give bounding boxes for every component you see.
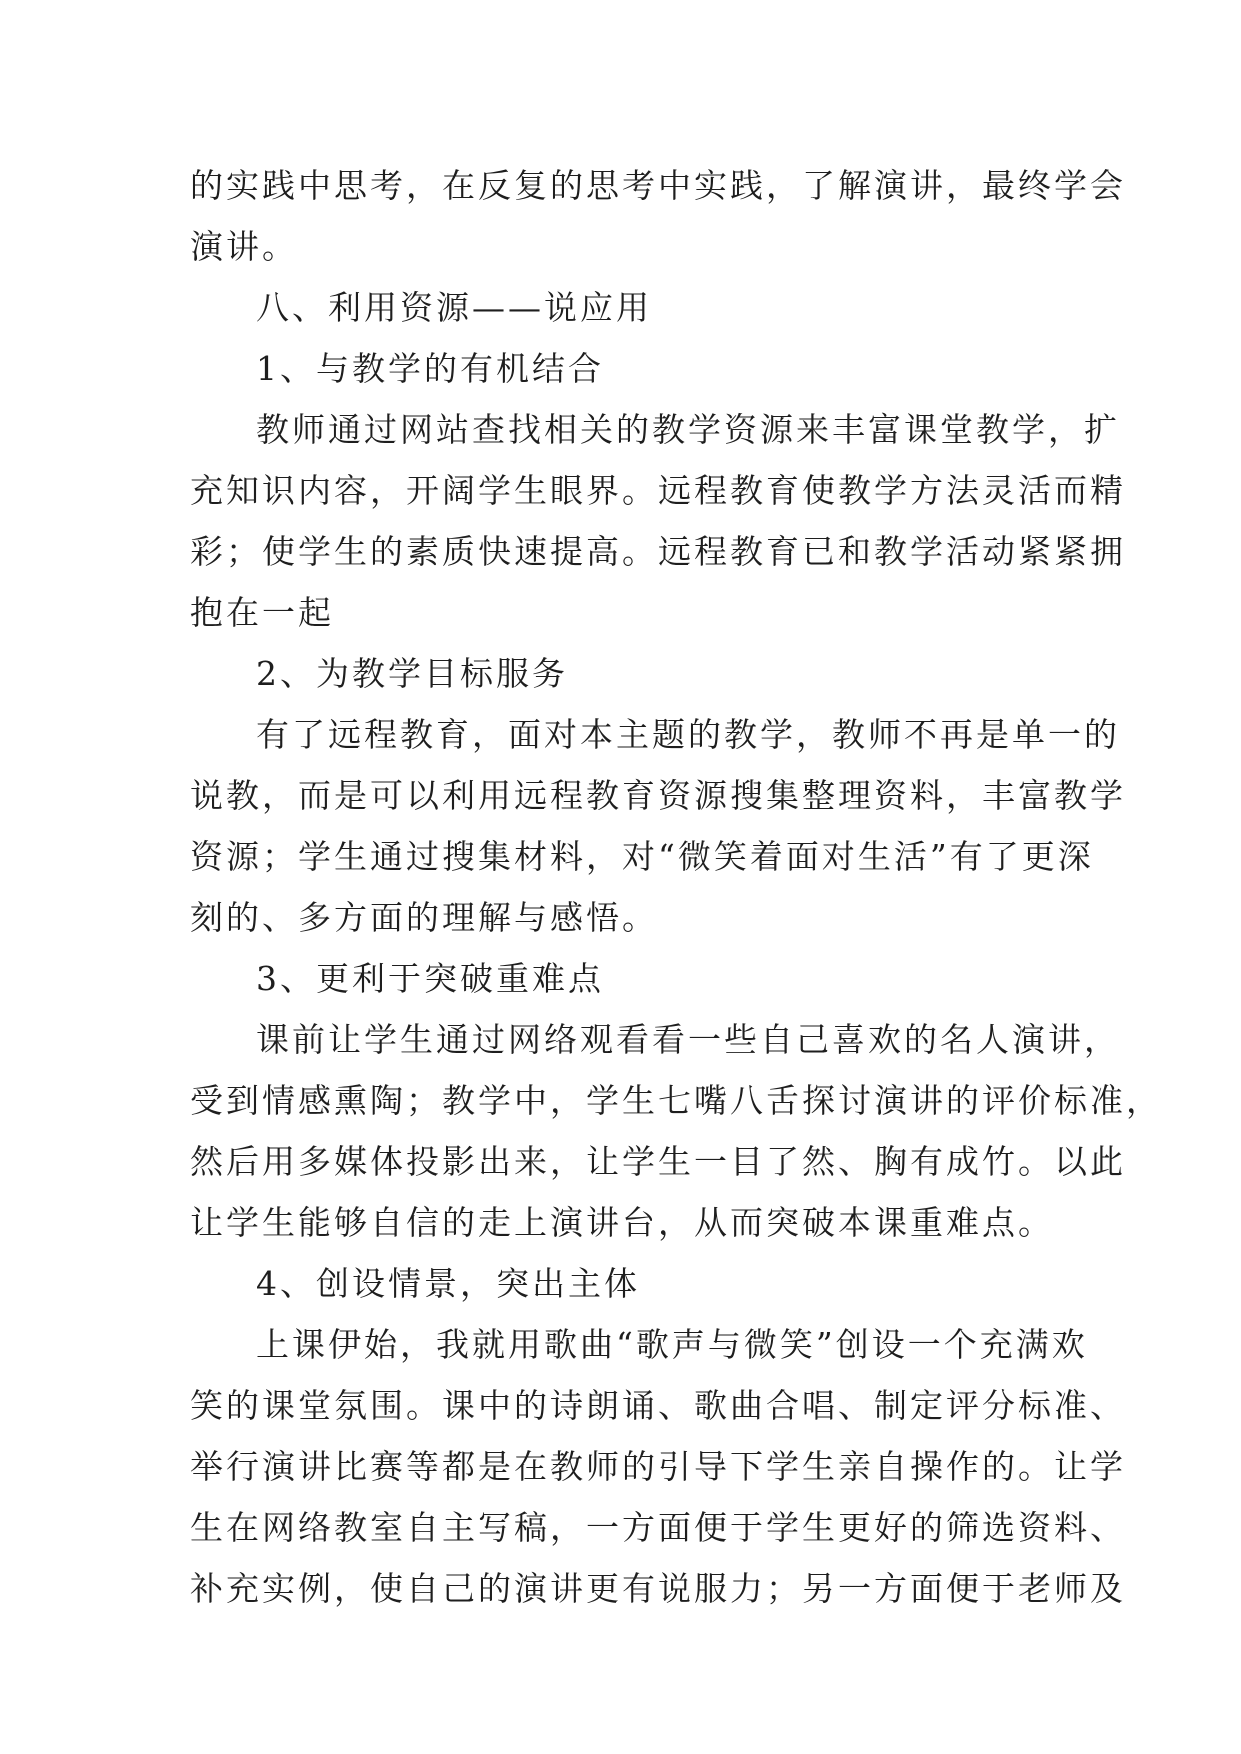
paragraph-line: 充知识内容，开阔学生眼界。远程教育使教学方法灵活而精 [190,471,1126,510]
paragraph-line: 课前让学生通过网络观看看一些自己喜欢的名人演讲， [256,1020,1120,1059]
paragraph-line: 演讲。 [190,227,298,266]
section-heading: 八、利用资源——说应用 [256,288,652,327]
subsection-heading: 2、为教学目标服务 [256,654,568,693]
subsection-heading: 4、创设情景，突出主体 [256,1264,640,1303]
paragraph-line: 刻的、多方面的理解与感悟。 [190,898,658,937]
paragraph-line: 然后用多媒体投影出来，让学生一目了然、胸有成竹。以此 [190,1142,1126,1181]
paragraph-line: 教师通过网站查找相关的教学资源来丰富课堂教学，扩 [256,410,1120,449]
paragraph-line: 上课伊始，我就用歌曲“歌声与微笑”创设一个充满欢 [256,1325,1088,1364]
paragraph-line: 补充实例，使自己的演讲更有说服力；另一方面便于老师及 [190,1569,1126,1608]
paragraph-line: 举行演讲比赛等都是在教师的引导下学生亲自操作的。让学 [190,1447,1126,1486]
document-body [190,155,1162,1619]
paragraph-line: 笑的课堂氛围。课中的诗朗诵、歌曲合唱、制定评分标准、 [190,1386,1126,1425]
paragraph-line: 让学生能够自信的走上演讲台，从而突破本课重难点。 [190,1203,1054,1242]
paragraph-line: 资源；学生通过搜集材料，对“微笑着面对生活”有了更深 [190,837,1094,876]
paragraph-line: 抱在一起 [190,593,334,632]
paragraph-line: 生在网络教室自主写稿，一方面便于学生更好的筛选资料、 [190,1508,1126,1547]
paragraph-line: 的实践中思考，在反复的思考中实践，了解演讲，最终学会 [190,166,1126,205]
subsection-heading: 3、更利于突破重难点 [256,959,604,998]
paragraph-line: 受到情感熏陶；教学中，学生七嘴八舌探讨演讲的评价标准， [190,1081,1162,1120]
paragraph-line: 有了远程教育，面对本主题的教学，教师不再是单一的 [256,715,1120,754]
paragraph-line: 说教，而是可以利用远程教育资源搜集整理资料，丰富教学 [190,776,1126,815]
subsection-heading: 1、与教学的有机结合 [256,349,604,388]
paragraph-line: 彩；使学生的素质快速提高。远程教育已和教学活动紧紧拥 [190,532,1126,571]
